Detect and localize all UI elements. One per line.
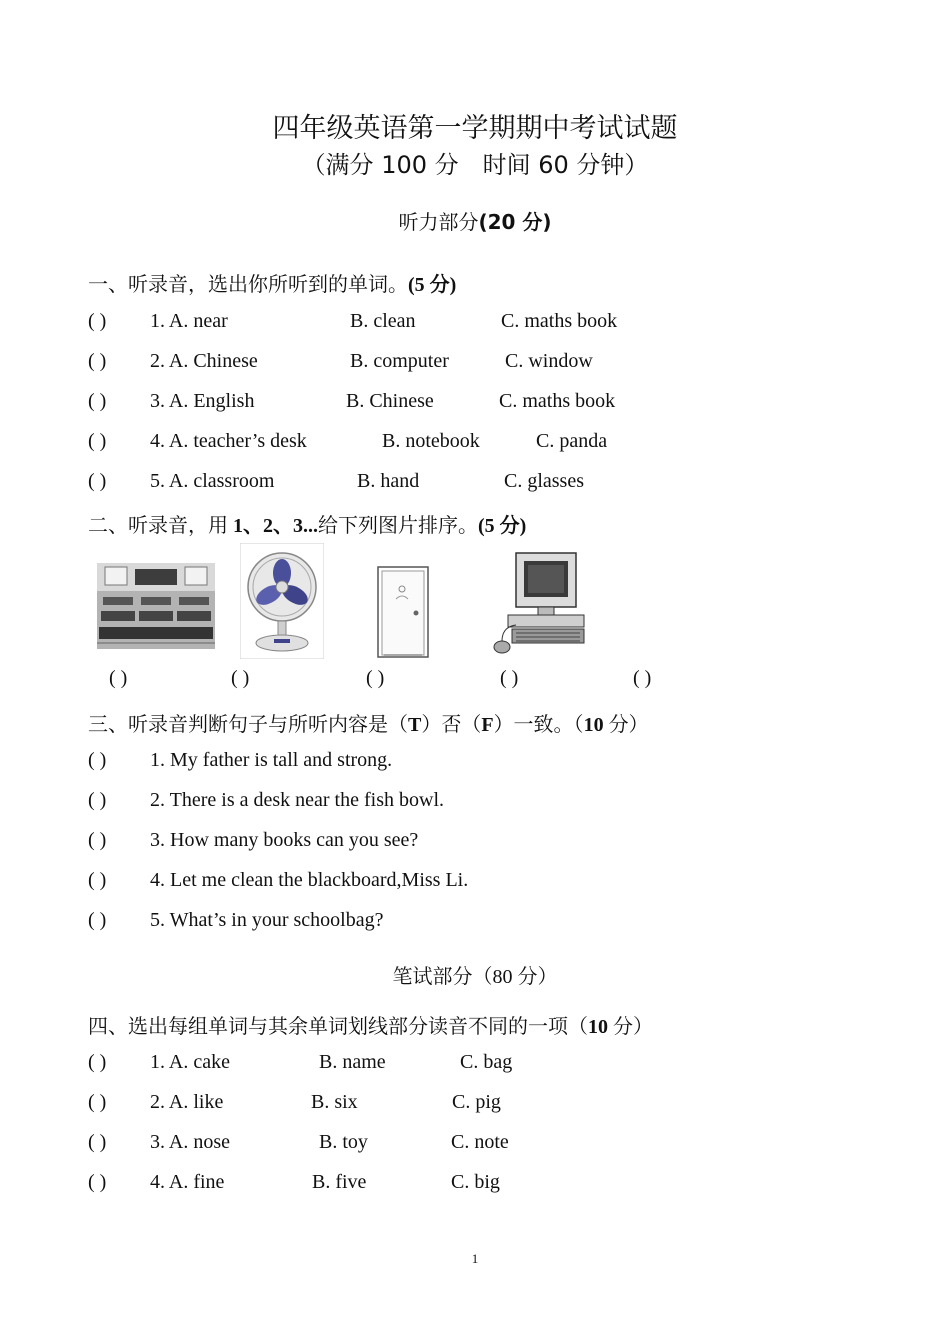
answer-blank[interactable]: ( ) [88,430,107,452]
section1-points: (5 分) [408,274,457,296]
fan-picture [240,543,324,659]
option-c: C. pig [452,1091,501,1113]
sentence: 1. My father is tall and strong. [150,749,393,771]
section2-heading-post: 给下列图片排序。 [318,515,478,537]
option-b: B. six [311,1091,358,1113]
option-a: 5. A. classroom [150,470,275,492]
option-c: C. panda [536,430,608,452]
option-b: B. hand [357,470,420,492]
section2-heading-pre: 二、听录音，用 [88,515,233,537]
option-a: 3. A. nose [150,1131,230,1153]
section3-t: T [408,714,422,736]
door-picture [372,563,434,659]
option-b: B. clean [350,310,416,332]
answer-blank[interactable]: ( ) [88,869,107,891]
section1-heading-text: 一、听录音，选出你所听到的单词。 [88,274,408,296]
option-a: 1. A. cake [150,1051,230,1073]
sentence: 4. Let me clean the blackboard,Miss Li. [150,869,469,891]
option-a: 2. A. like [150,1091,224,1113]
listening-heading [0,206,950,235]
section3-heading-post: ）一致。（ [493,714,584,736]
section4-heading-end: 分） [608,1016,653,1038]
sentence: 5. What’s in your schoolbag? [150,909,384,931]
section4-heading-text: 四、选出每组单词与其余单词划线部分读音不同的一项（ [88,1016,588,1038]
option-a: 4. A. fine [150,1171,225,1193]
option-a: 4. A. teacher’s desk [150,430,307,452]
section4-points: 10 [588,1016,608,1038]
sentence: 2. There is a desk near the fish bowl. [150,789,444,811]
section2-points: (5 分) [478,515,527,537]
option-c: C. note [451,1131,509,1153]
section3-mid: ）否（ [421,714,482,736]
answer-blank[interactable]: ( ) [88,829,107,851]
written-heading: 笔试部分（80 分） [392,966,558,988]
section2-heading-nums: 1、2、3... [233,515,318,537]
option-c: C. bag [460,1051,513,1073]
section4-heading [88,1010,653,1039]
option-b: B. Chinese [346,390,434,412]
section3-heading [88,708,649,737]
option-a: 1. A. near [150,310,228,332]
classroom-picture [97,563,215,649]
answer-blank[interactable]: ( ) [88,350,107,372]
answer-blank[interactable]: ( ) [88,749,107,771]
answer-blank[interactable]: ( ) [88,1171,107,1193]
option-b: B. notebook [382,430,480,452]
page-title: 四年级英语第一学期期中考试试题 [272,113,678,144]
section3-heading-end: 分） [603,714,649,736]
answer-blank[interactable]: ( ) [88,1051,107,1073]
answer-blank[interactable]: ( ) [88,909,107,931]
section3-heading-pre: 三、听录音判断句子与所听内容是（ [88,714,408,736]
picture-answer-blank-1[interactable]: ( ) [109,667,128,689]
answer-blank[interactable]: ( ) [88,390,107,412]
option-c: C. maths book [499,390,616,412]
listening-points: (20 分) [478,210,552,234]
listening-heading-text: 听力部分 [398,210,479,234]
section2-heading [88,509,526,538]
page-number: 1 [471,1251,479,1266]
page-subtitle: （满分 100 分 时间 60 分钟） [301,151,649,179]
picture-answer-blank-3[interactable]: ( ) [366,667,385,689]
answer-blank[interactable]: ( ) [88,470,107,492]
answer-blank[interactable]: ( ) [88,789,107,811]
option-a: 3. A. English [150,390,255,412]
answer-blank[interactable]: ( ) [88,1131,107,1153]
option-c: C. window [505,350,593,372]
computer-picture [488,551,590,657]
option-b: B. toy [319,1131,368,1153]
picture-answer-blank-2[interactable]: ( ) [231,667,250,689]
answer-blank[interactable]: ( ) [88,310,107,332]
option-c: C. big [451,1171,500,1193]
option-a: 2. A. Chinese [150,350,258,372]
option-b: B. computer [350,350,449,372]
section1-heading [88,268,456,297]
section3-f: F [481,714,494,736]
picture-answer-blank-4[interactable]: ( ) [500,667,519,689]
section3-points: 10 [583,714,604,736]
option-c: C. glasses [504,470,584,492]
option-c: C. maths book [501,310,618,332]
option-b: B. name [319,1051,386,1073]
sentence: 3. How many books can you see? [150,829,419,851]
answer-blank[interactable]: ( ) [88,1091,107,1113]
picture-answer-blank-5[interactable]: ( ) [633,667,652,689]
option-b: B. five [312,1171,367,1193]
